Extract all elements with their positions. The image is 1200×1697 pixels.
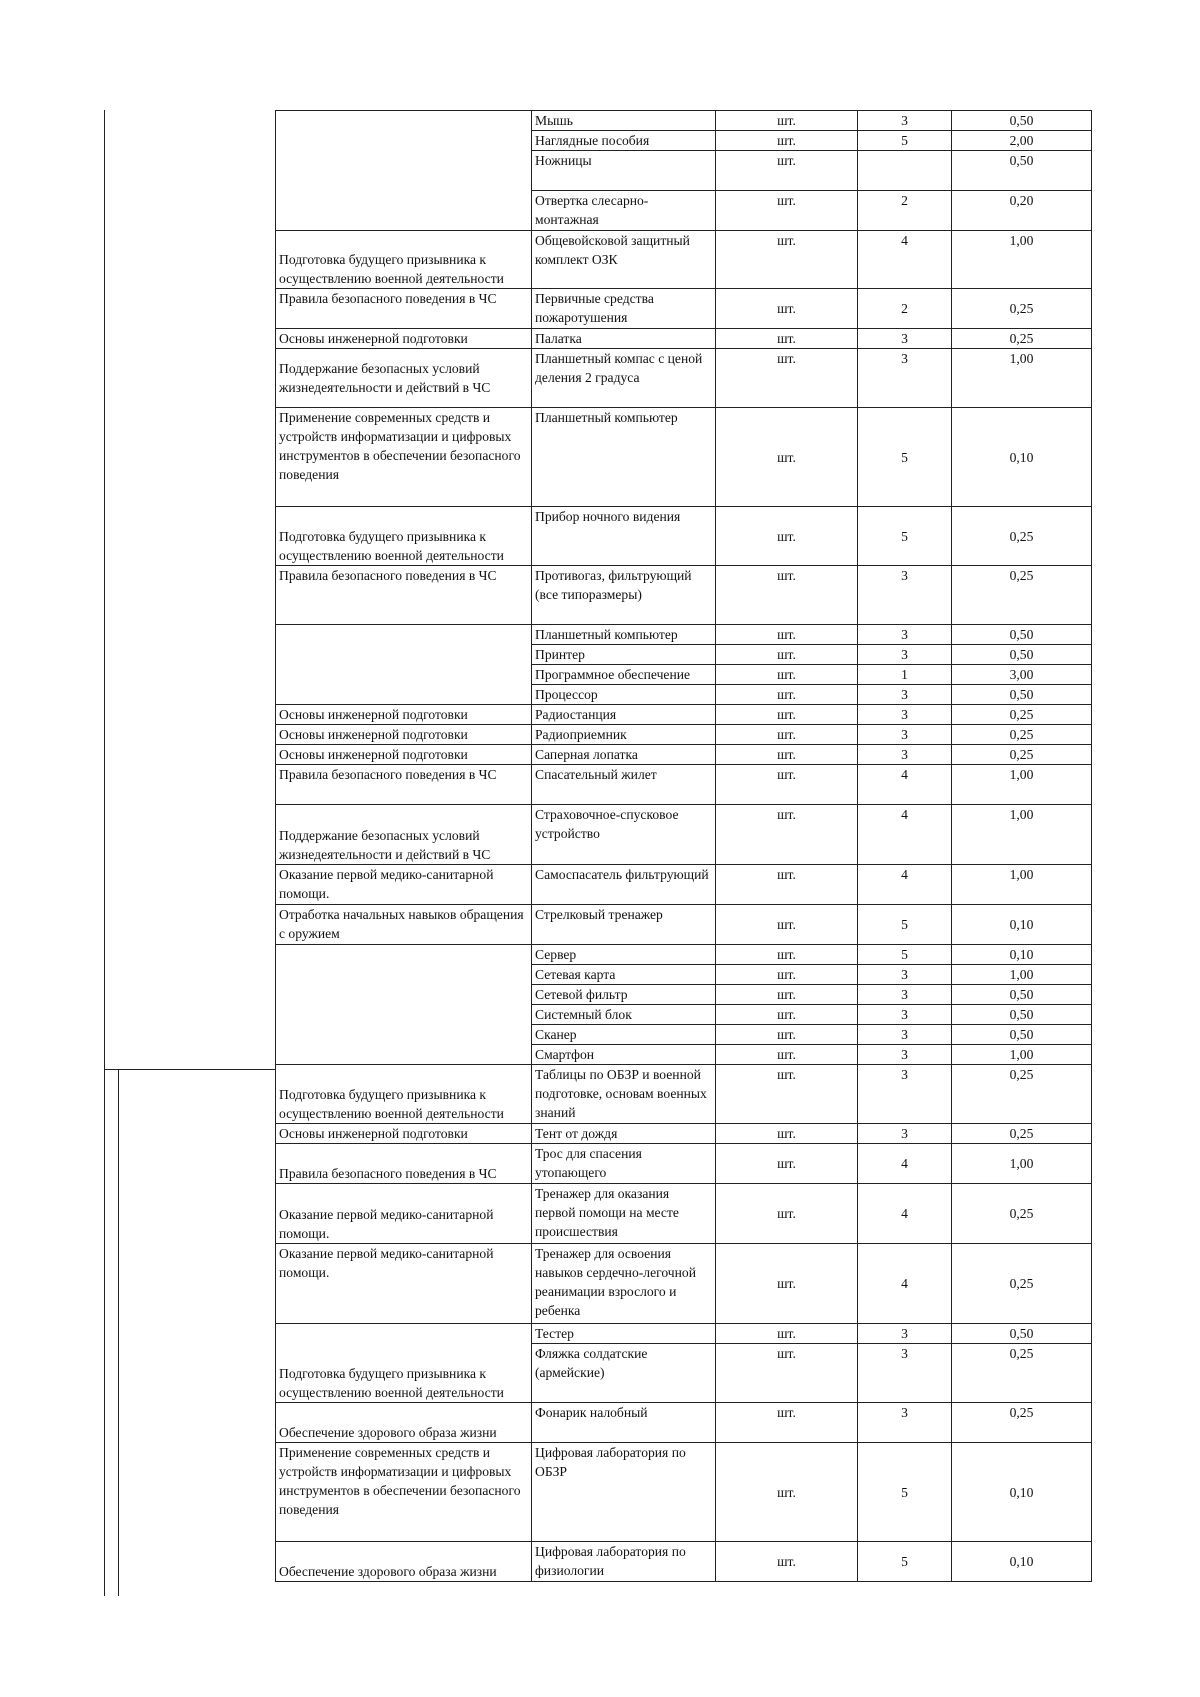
unit-cell: шт. <box>716 131 858 151</box>
section-cell: Подготовка будущего призывника к осуществлению военной деятельности <box>276 1065 532 1124</box>
qty-cell: 3 <box>858 111 952 131</box>
unit-cell: шт. <box>716 1344 858 1403</box>
unit-cell: шт. <box>716 985 858 1005</box>
item-cell: Планшетный компас с ценой деления 2 градуса <box>532 349 716 408</box>
unit-cell: шт. <box>716 685 858 705</box>
norm-cell: 0,50 <box>952 685 1092 705</box>
qty-cell: 3 <box>858 1124 952 1144</box>
unit-cell: шт. <box>716 1324 858 1344</box>
norm-cell: 2,00 <box>952 131 1092 151</box>
qty-cell: 1 <box>858 665 952 685</box>
norm-cell: 0,25 <box>952 745 1092 765</box>
item-cell: Ножницы <box>532 151 716 191</box>
norm-cell: 0,25 <box>952 1124 1092 1144</box>
table-row <box>276 1184 1092 1244</box>
unit-cell: шт. <box>716 1124 858 1144</box>
qty-cell: 2 <box>858 191 952 231</box>
item-cell: Тент от дождя <box>532 1124 716 1144</box>
item-cell: Тренажер для освоения навыков сердечно-легочной реанимации взрослого и ребенка <box>532 1244 716 1324</box>
norm-cell: 0,25 <box>952 566 1092 625</box>
table-row <box>276 1244 1092 1324</box>
qty-cell: 3 <box>858 1025 952 1045</box>
outer-left-border <box>104 110 105 1596</box>
qty-cell: 3 <box>858 1324 952 1344</box>
item-cell: Первичные средства пожаротушения <box>532 289 716 329</box>
item-cell: Сетевой фильтр <box>532 985 716 1005</box>
item-cell: Отвертка слесарно-монтажная <box>532 191 716 231</box>
section-cell: Применение современных средств и устройств информатизации и цифровых инструментов в обеспечении безопасного поведения <box>276 1443 532 1542</box>
table-row <box>276 905 1092 945</box>
section-cell: Основы инженерной подготовки <box>276 745 532 765</box>
table-row <box>276 1542 1092 1582</box>
section-cell: Основы инженерной подготовки <box>276 1124 532 1144</box>
item-cell: Спасательный жилет <box>532 765 716 805</box>
unit-cell: шт. <box>716 231 858 289</box>
norm-cell: 0,25 <box>952 507 1092 566</box>
unit-cell: шт. <box>716 289 858 329</box>
unit-cell: шт. <box>716 765 858 805</box>
item-cell: Палатка <box>532 329 716 349</box>
item-cell: Цифровая лаборатория по физиологии <box>532 1542 716 1582</box>
item-cell: Тренажер для оказания первой помощи на месте происшествия <box>532 1184 716 1244</box>
qty-cell: 3 <box>858 985 952 1005</box>
qty-cell: 4 <box>858 765 952 805</box>
item-cell: Программное обеспечение <box>532 665 716 685</box>
unit-cell: шт. <box>716 1005 858 1025</box>
outer-row-divider <box>104 1069 275 1070</box>
qty-cell: 5 <box>858 945 952 965</box>
qty-cell: 3 <box>858 685 952 705</box>
section-cell: Применение современных средств и устройств информатизации и цифровых инструментов в обеспечении безопасного поведения <box>276 408 532 507</box>
item-cell: Тестер <box>532 1324 716 1344</box>
norm-cell: 0,25 <box>952 1403 1092 1443</box>
norm-cell: 1,00 <box>952 1144 1092 1184</box>
item-cell: Таблицы по ОБЗР и военной подготовке, основам военных знаний <box>532 1065 716 1124</box>
section-cell: Обеспечение здорового образа жизни <box>276 1542 532 1582</box>
norm-cell: 0,10 <box>952 1443 1092 1542</box>
qty-cell: 2 <box>858 289 952 329</box>
unit-cell: шт. <box>716 1542 858 1582</box>
qty-cell: 3 <box>858 965 952 985</box>
unit-cell: шт. <box>716 1144 858 1184</box>
section-cell: Правила безопасного поведения в ЧС <box>276 765 532 805</box>
table-row <box>276 725 1092 745</box>
section-cell: Обеспечение здорового образа жизни <box>276 1403 532 1443</box>
norm-cell: 1,00 <box>952 965 1092 985</box>
norm-cell: 0,50 <box>952 151 1092 191</box>
norm-cell: 0,25 <box>952 705 1092 725</box>
norm-cell: 0,50 <box>952 1005 1092 1025</box>
table-row <box>276 349 1092 408</box>
unit-cell: шт. <box>716 1184 858 1244</box>
qty-cell: 3 <box>858 745 952 765</box>
qty-cell: 5 <box>858 1443 952 1542</box>
qty-cell: 5 <box>858 131 952 151</box>
qty-cell: 3 <box>858 566 952 625</box>
table-row <box>276 805 1092 865</box>
unit-cell: шт. <box>716 945 858 965</box>
table-row <box>276 1324 1092 1344</box>
unit-cell: шт. <box>716 645 858 665</box>
norm-cell: 0,50 <box>952 1025 1092 1045</box>
qty-cell: 3 <box>858 329 952 349</box>
qty-cell: 3 <box>858 1005 952 1025</box>
item-cell: Фонарик налобный <box>532 1403 716 1443</box>
section-cell: Правила безопасного поведения в ЧС <box>276 566 532 625</box>
unit-cell: шт. <box>716 566 858 625</box>
qty-cell: 3 <box>858 645 952 665</box>
norm-cell: 0,25 <box>952 329 1092 349</box>
item-cell: Процессор <box>532 685 716 705</box>
unit-cell: шт. <box>716 1403 858 1443</box>
table-row <box>276 745 1092 765</box>
unit-cell: шт. <box>716 151 858 191</box>
qty-cell: 5 <box>858 1542 952 1582</box>
norm-cell: 1,00 <box>952 349 1092 408</box>
unit-cell: шт. <box>716 625 858 645</box>
item-cell: Системный блок <box>532 1005 716 1025</box>
unit-cell: шт. <box>716 408 858 507</box>
unit-cell: шт. <box>716 1244 858 1324</box>
item-cell: Смартфон <box>532 1045 716 1065</box>
norm-cell: 0,25 <box>952 1184 1092 1244</box>
norm-cell: 0,50 <box>952 111 1092 131</box>
section-cell: Основы инженерной подготовки <box>276 329 532 349</box>
item-cell: Наглядные пособия <box>532 131 716 151</box>
item-cell: Страховочное-спусковое устройство <box>532 805 716 865</box>
section-cell: Оказание первой медико-санитарной помощи. <box>276 1244 532 1324</box>
norm-cell: 0,25 <box>952 289 1092 329</box>
section-cell: Оказание первой медико-санитарной помощи. <box>276 1184 532 1244</box>
outer-second-border <box>118 1069 119 1596</box>
qty-cell: 3 <box>858 625 952 645</box>
norm-cell: 0,50 <box>952 1324 1092 1344</box>
item-cell: Трос для спасения утопающего <box>532 1144 716 1184</box>
unit-cell: шт. <box>716 191 858 231</box>
norm-cell: 0,25 <box>952 1244 1092 1324</box>
table-row <box>276 111 1092 131</box>
qty-cell: 3 <box>858 1065 952 1124</box>
qty-cell <box>858 151 952 191</box>
section-cell <box>276 111 532 231</box>
qty-cell: 3 <box>858 725 952 745</box>
item-cell: Планшетный компьютер <box>532 408 716 507</box>
item-cell: Самоспасатель фильтрующий <box>532 865 716 905</box>
norm-cell: 1,00 <box>952 805 1092 865</box>
norm-cell: 0,50 <box>952 625 1092 645</box>
norm-cell: 1,00 <box>952 865 1092 905</box>
section-cell: Оказание первой медико-санитарной помощи. <box>276 865 532 905</box>
norm-cell: 3,00 <box>952 665 1092 685</box>
qty-cell: 4 <box>858 231 952 289</box>
table-row <box>276 507 1092 566</box>
table-row <box>276 865 1092 905</box>
item-cell: Сетевая карта <box>532 965 716 985</box>
qty-cell: 3 <box>858 1403 952 1443</box>
qty-cell: 4 <box>858 1144 952 1184</box>
unit-cell: шт. <box>716 1443 858 1542</box>
equipment-table <box>275 110 1092 1582</box>
norm-cell: 0,25 <box>952 1344 1092 1403</box>
unit-cell: шт. <box>716 665 858 685</box>
section-cell: Основы инженерной подготовки <box>276 705 532 725</box>
table-row <box>276 329 1092 349</box>
item-cell: Стрелковый тренажер <box>532 905 716 945</box>
section-cell: Правила безопасного поведения в ЧС <box>276 289 532 329</box>
item-cell: Сервер <box>532 945 716 965</box>
norm-cell: 0,10 <box>952 1542 1092 1582</box>
section-cell: Отработка начальных навыков обращения с оружием <box>276 905 532 945</box>
norm-cell: 1,00 <box>952 231 1092 289</box>
section-cell: Подготовка будущего призывника к осуществлению военной деятельности <box>276 507 532 566</box>
norm-cell: 0,10 <box>952 905 1092 945</box>
unit-cell: шт. <box>716 507 858 566</box>
table-row <box>276 1124 1092 1144</box>
item-cell: Саперная лопатка <box>532 745 716 765</box>
section-cell: Подготовка будущего призывника к осуществлению военной деятельности <box>276 1324 532 1403</box>
item-cell: Прибор ночного видения <box>532 507 716 566</box>
table-row <box>276 1403 1092 1443</box>
qty-cell: 5 <box>858 905 952 945</box>
table-row <box>276 408 1092 507</box>
table-row <box>276 765 1092 805</box>
unit-cell: шт. <box>716 965 858 985</box>
unit-cell: шт. <box>716 905 858 945</box>
unit-cell: шт. <box>716 705 858 725</box>
norm-cell: 0,10 <box>952 945 1092 965</box>
item-cell: Цифровая лаборатория по ОБЗР <box>532 1443 716 1542</box>
unit-cell: шт. <box>716 1045 858 1065</box>
item-cell: Фляжка солдатские (армейские) <box>532 1344 716 1403</box>
item-cell: Радиоприемник <box>532 725 716 745</box>
table-row <box>276 945 1092 965</box>
section-cell <box>276 625 532 705</box>
item-cell: Общевойсковой защитный комплект ОЗК <box>532 231 716 289</box>
norm-cell: 1,00 <box>952 1045 1092 1065</box>
qty-cell: 3 <box>858 705 952 725</box>
unit-cell: шт. <box>716 1065 858 1124</box>
table-row <box>276 625 1092 645</box>
item-cell: Принтер <box>532 645 716 665</box>
qty-cell: 3 <box>858 1344 952 1403</box>
qty-cell: 4 <box>858 805 952 865</box>
unit-cell: шт. <box>716 725 858 745</box>
section-cell: Поддержание безопасных условий жизнедеятельности и действий в ЧС <box>276 349 532 408</box>
qty-cell: 3 <box>858 349 952 408</box>
norm-cell: 0,25 <box>952 725 1092 745</box>
unit-cell: шт. <box>716 111 858 131</box>
item-cell: Планшетный компьютер <box>532 625 716 645</box>
unit-cell: шт. <box>716 865 858 905</box>
table-row <box>276 1443 1092 1542</box>
unit-cell: шт. <box>716 329 858 349</box>
norm-cell: 0,50 <box>952 645 1092 665</box>
norm-cell: 0,20 <box>952 191 1092 231</box>
item-cell: Противогаз, фильтрующий (все типоразмеры) <box>532 566 716 625</box>
table-row <box>276 705 1092 725</box>
item-cell: Мышь <box>532 111 716 131</box>
section-cell <box>276 945 532 1065</box>
qty-cell: 4 <box>858 1244 952 1324</box>
norm-cell: 1,00 <box>952 765 1092 805</box>
qty-cell: 4 <box>858 1184 952 1244</box>
qty-cell: 5 <box>858 408 952 507</box>
table-row <box>276 1144 1092 1184</box>
norm-cell: 0,25 <box>952 1065 1092 1124</box>
norm-cell: 0,10 <box>952 408 1092 507</box>
qty-cell: 5 <box>858 507 952 566</box>
unit-cell: шт. <box>716 745 858 765</box>
section-cell: Поддержание безопасных условий жизнедеятельности и действий в ЧС <box>276 805 532 865</box>
section-cell: Правила безопасного поведения в ЧС <box>276 1144 532 1184</box>
unit-cell: шт. <box>716 349 858 408</box>
table-row <box>276 289 1092 329</box>
table-row <box>276 1065 1092 1124</box>
table-row <box>276 566 1092 625</box>
norm-cell: 0,50 <box>952 985 1092 1005</box>
section-cell: Подготовка будущего призывника к осуществлению военной деятельности <box>276 231 532 289</box>
qty-cell: 3 <box>858 1045 952 1065</box>
section-cell: Основы инженерной подготовки <box>276 725 532 745</box>
unit-cell: шт. <box>716 805 858 865</box>
unit-cell: шт. <box>716 1025 858 1045</box>
item-cell: Радиостанция <box>532 705 716 725</box>
qty-cell: 4 <box>858 865 952 905</box>
item-cell: Сканер <box>532 1025 716 1045</box>
table-row <box>276 231 1092 289</box>
